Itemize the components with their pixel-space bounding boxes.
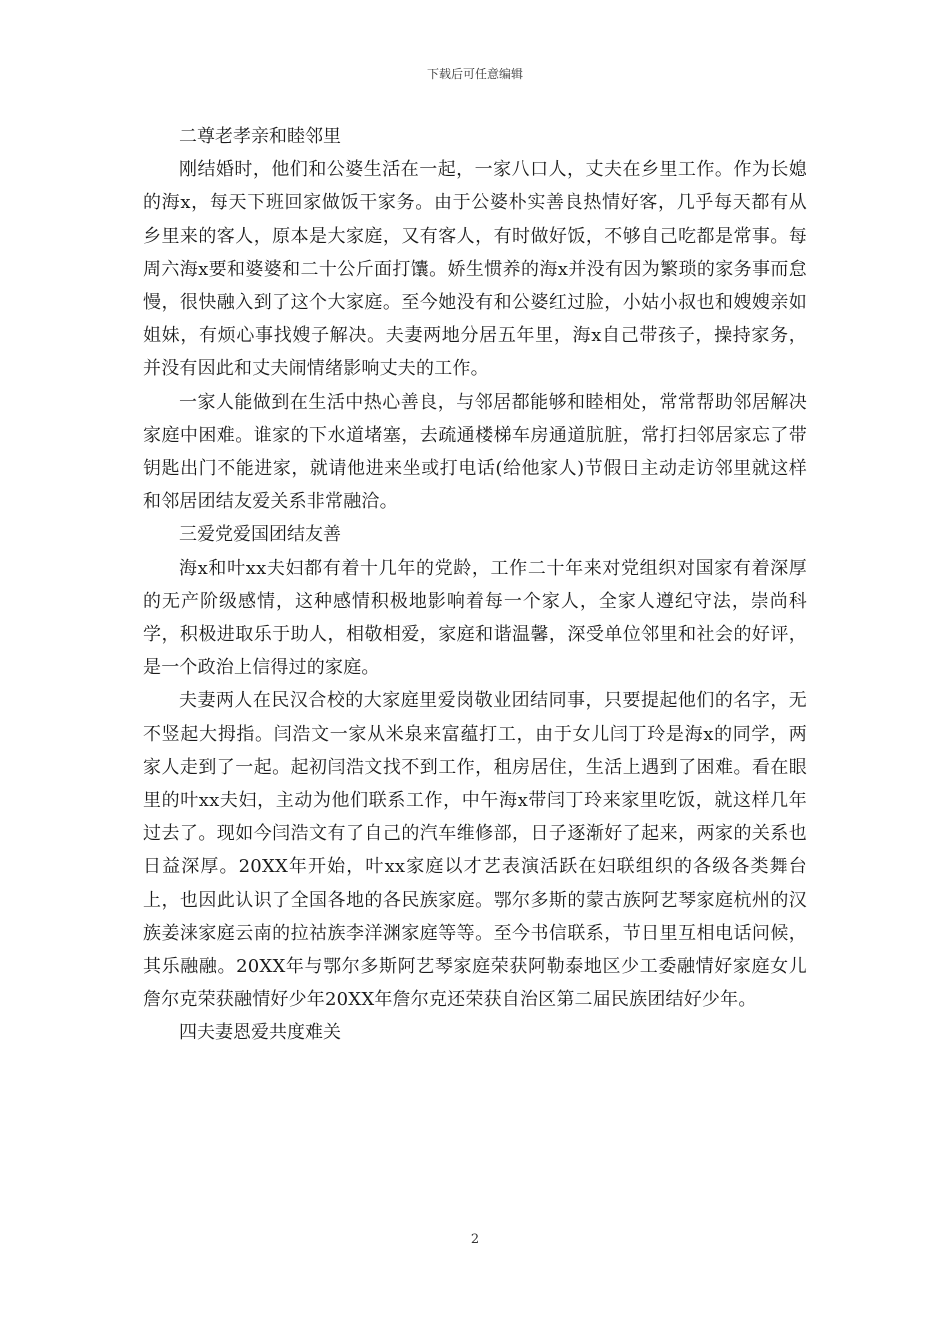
- page-number: 2: [470, 1232, 480, 1247]
- section-heading: 二尊老孝亲和睦邻里: [179, 126, 341, 147]
- page-header: 下载后可任意编辑: [426, 67, 523, 81]
- body-paragraph: 一家人能做到在生活中热心善良，与邻居都能够和睦相处，常常帮助邻居解决家庭中困难。谁家的下水道堵塞，去疏通楼梯车房通道肮脏，常打扫邻居家忘了带钥匙出门不能进家，就请他进来坐或打电话(给他家人)节假日主动走访邻里就这样和邻居团结友爱关系非常融洽。: [143, 391, 807, 513]
- section-heading: 三爱党爱国团结友善: [179, 524, 341, 546]
- body-paragraph: 刚结婚时，他们和公婆生活在一起，一家八口人，丈夫在乡里工作。作为长媳的海x，每天下班回家做饭干家务。由于公婆朴实善良热情好客，几乎每天都有从乡里来的客人，原本是大家庭，又有客人，有时做好饭，不够自己吃都是常事。每周六海x要和婆婆和二十公斤面打馕。娇生惯养的海x并没有因为繁琐的家务事而怠慢，很快融入到了这个大家庭。至今她没有和公婆红过脸，小姑小叔也和嫂嫂亲如姐妹，有烦心事找嫂子解决。夫妻两地分居五年里，海x自己带孩子，操持家务，并没有因此和丈夫闹情绪影响丈夫的工作。: [143, 159, 807, 380]
- body-paragraph: 夫妻两人在民汉合校的大家庭里爱岗敬业团结同事，只要提起他们的名字，无不竖起大拇指。闫浩文一家从米泉来富蕴打工，由于女儿闫丁玲是海x的同学，两家人走到了一起。起初闫浩文找不到工作，租房居住，生活上遇到了困难。看在眼里的叶xx夫妇，主动为他们联系工作，中午海x带闫丁玲来家里吃饭，就这样几年过去了。现如今闫浩文有了自己的汽车维修部，日子逐渐好了起来，两家的关系也日益深厚。20XX年开始，叶xx家庭以才艺表演活跃在妇联组织的各级各类舞台上，也因此认识了全国各地的各民族家庭。鄂尔多斯的蒙古族阿艺琴家庭杭州的汉族姜涞家庭云南的拉祜族李洋渊家庭等等。至今书信联系，节日里互相电话问候，其乐融融。20XX年与鄂尔多斯阿艺琴家庭荣获阿勒泰地区少工委融情好家庭女儿詹尔克荣获融情好少年20XX年詹尔克还荣获自治区第二届民族团结好少年。: [143, 690, 807, 1011]
- body-paragraph: 海x和叶xx夫妇都有着十几年的党龄，工作二十年来对党组织对国家有着深厚的无产阶级感情，这种感情积极地影响着每一个家人，全家人遵纪守法，崇尚科学，积极进取乐于助人，相敬相爱，家庭和谐温馨，深受单位邻里和社会的好评，是一个政治上信得过的家庭。: [143, 557, 807, 679]
- document-body: [143, 120, 807, 1050]
- section-heading: 四夫妻恩爱共度难关: [179, 1022, 341, 1044]
